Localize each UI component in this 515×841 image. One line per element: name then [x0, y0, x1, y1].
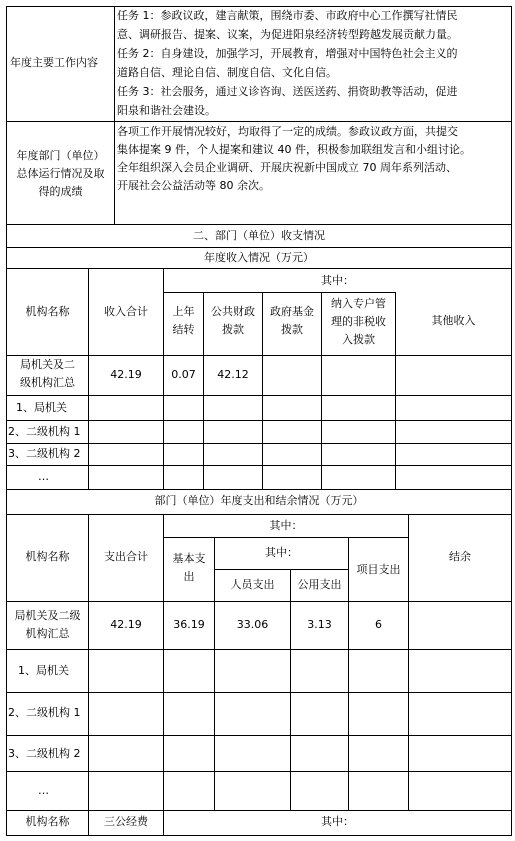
- sub-divider: [163, 292, 395, 293]
- performance-label: 年度部门（单位）: [16, 149, 105, 162]
- income-row-public: 42.12: [217, 368, 249, 381]
- expense-row-name: 1、局机关: [18, 664, 69, 677]
- expense-col-balance: 结余: [449, 550, 471, 563]
- row-divider: [6, 465, 512, 466]
- sub-divider: [163, 537, 408, 538]
- income-row-name: 1、局机关: [16, 401, 67, 414]
- income-col-fund: 拨款: [281, 323, 303, 336]
- three-col-org: 机构名称: [25, 815, 70, 828]
- row-divider: [6, 489, 512, 490]
- income-row-total: 42.19: [110, 368, 142, 381]
- expense-among: 其中：: [269, 519, 303, 532]
- expense-col-basic: 出: [183, 570, 195, 583]
- work-content-line: 阳泉和谐社会建设。: [117, 104, 216, 117]
- performance-line: 开展社会公益活动等 80 余次。: [117, 179, 270, 192]
- income-col-other: 其他收入: [431, 314, 476, 327]
- row-divider: [6, 771, 512, 772]
- border-left: [6, 6, 7, 836]
- income-row-name: …: [38, 470, 49, 483]
- row-divider: [6, 810, 512, 811]
- income-col-prev: 结转: [172, 323, 195, 336]
- expense-row-project: 6: [375, 618, 382, 631]
- income-col-org: 机构名称: [25, 305, 70, 318]
- expense-row-personnel: 33.06: [236, 618, 269, 631]
- income-col-prev: 上年: [172, 305, 195, 318]
- income-title: 年度收入情况（万元）: [204, 251, 314, 264]
- row-divider: [6, 268, 512, 269]
- income-row-name: 局机关及二: [20, 358, 75, 371]
- income-col-total: 收入合计: [104, 305, 148, 318]
- row-divider: [6, 355, 512, 356]
- performance-line: 全年组织深入会员企业调研、开展庆祝新中国成立 70 周年系列活动、: [117, 161, 457, 174]
- performance-line: 各项工作开展情况较好，均取得了一定的成绩。参政议政方面，共提交: [117, 125, 458, 138]
- expense-title: 部门（单位）年度支出和结余情况（万元）: [154, 494, 364, 507]
- expense-row-total: 42.19: [110, 618, 142, 631]
- income-col-nontax: 纳入专户管: [331, 297, 386, 310]
- row-divider: [6, 692, 512, 693]
- sub-divider: [214, 569, 348, 570]
- income-col-public: 公共财政: [211, 305, 255, 318]
- work-content-line: 任务 2：自身建设，加强学习，开展教育，增强对中国特色社会主义的: [117, 47, 458, 60]
- border-top: [6, 6, 512, 7]
- expense-row-name: 机构汇总: [25, 627, 70, 640]
- three-col-fee: 三公经费: [104, 815, 148, 828]
- three-among: 其中：: [321, 815, 354, 828]
- income-col-fund: 政府基金: [270, 305, 314, 318]
- expense-col-project: 项目支出: [356, 563, 401, 576]
- expense-row-basic: 36.19: [173, 618, 205, 631]
- row-divider: [6, 514, 512, 515]
- col-divider: [290, 569, 291, 810]
- row-divider: [6, 420, 512, 421]
- income-col-nontax: 理的非税收: [331, 315, 386, 328]
- work-content-line: 任务 1：参政议政，建言献策，围绕市委、市政府中心工作撰写社情民: [117, 9, 458, 22]
- col-divider: [114, 6, 115, 224]
- work-content-line: 意、调研报告、提案、议案，为促进阳泉经济转型跨越发展贡献力量。: [117, 28, 458, 41]
- expense-row-name: 2、二级机构 1: [8, 706, 81, 719]
- expense-row-public: 3.13: [307, 618, 332, 631]
- income-col-public: 拨款: [222, 323, 244, 336]
- income-row-prev: 0.07: [171, 368, 196, 381]
- border-right: [511, 6, 512, 836]
- performance-label: 得的成绩: [38, 185, 83, 198]
- expense-row-name: …: [38, 784, 49, 797]
- work-content-line: 道路自信、理论自信、制度自信、文化自信。: [117, 66, 337, 79]
- row-divider: [6, 395, 512, 396]
- row-divider: [6, 443, 512, 444]
- work-content-label: 年度主要工作内容: [10, 56, 98, 69]
- row-divider: [6, 649, 512, 650]
- border-bottom: [6, 835, 512, 836]
- section-title: 二、部门（单位）收支情况: [193, 229, 325, 242]
- expense-col-basic: 基本支: [172, 552, 206, 565]
- row-divider: [6, 601, 512, 602]
- expense-col-org: 机构名称: [25, 550, 70, 563]
- row-divider: [6, 121, 512, 122]
- performance-line: 集体提案 9 件，个人提案和建议 40 件，积极参加联组发言和小组讨论。: [117, 143, 471, 156]
- expense-row-name: 局机关及二级: [14, 609, 81, 622]
- income-row-name: 2、二级机构 1: [8, 425, 81, 438]
- expense-row-name: 3、二级机构 2: [8, 747, 81, 760]
- income-row-name: 3、二级机构 2: [8, 447, 81, 460]
- income-among: 其中：: [321, 274, 354, 287]
- row-divider: [6, 247, 512, 248]
- work-content-line: 任务 3：社会服务，通过义诊咨询、送医送药、捐资助教等活动，促进: [117, 85, 458, 98]
- income-row-name: 级机构汇总: [20, 376, 75, 389]
- expense-col-public: 公用支出: [297, 578, 342, 591]
- row-divider: [6, 735, 512, 736]
- expense-col-total: 支出合计: [104, 550, 148, 563]
- income-col-nontax: 入拨款: [342, 333, 375, 346]
- expense-col-personnel: 人员支出: [230, 578, 275, 591]
- expense-among2: 其中：: [265, 546, 298, 559]
- row-divider: [6, 224, 512, 225]
- performance-label: 总体运行情况及取: [16, 167, 105, 180]
